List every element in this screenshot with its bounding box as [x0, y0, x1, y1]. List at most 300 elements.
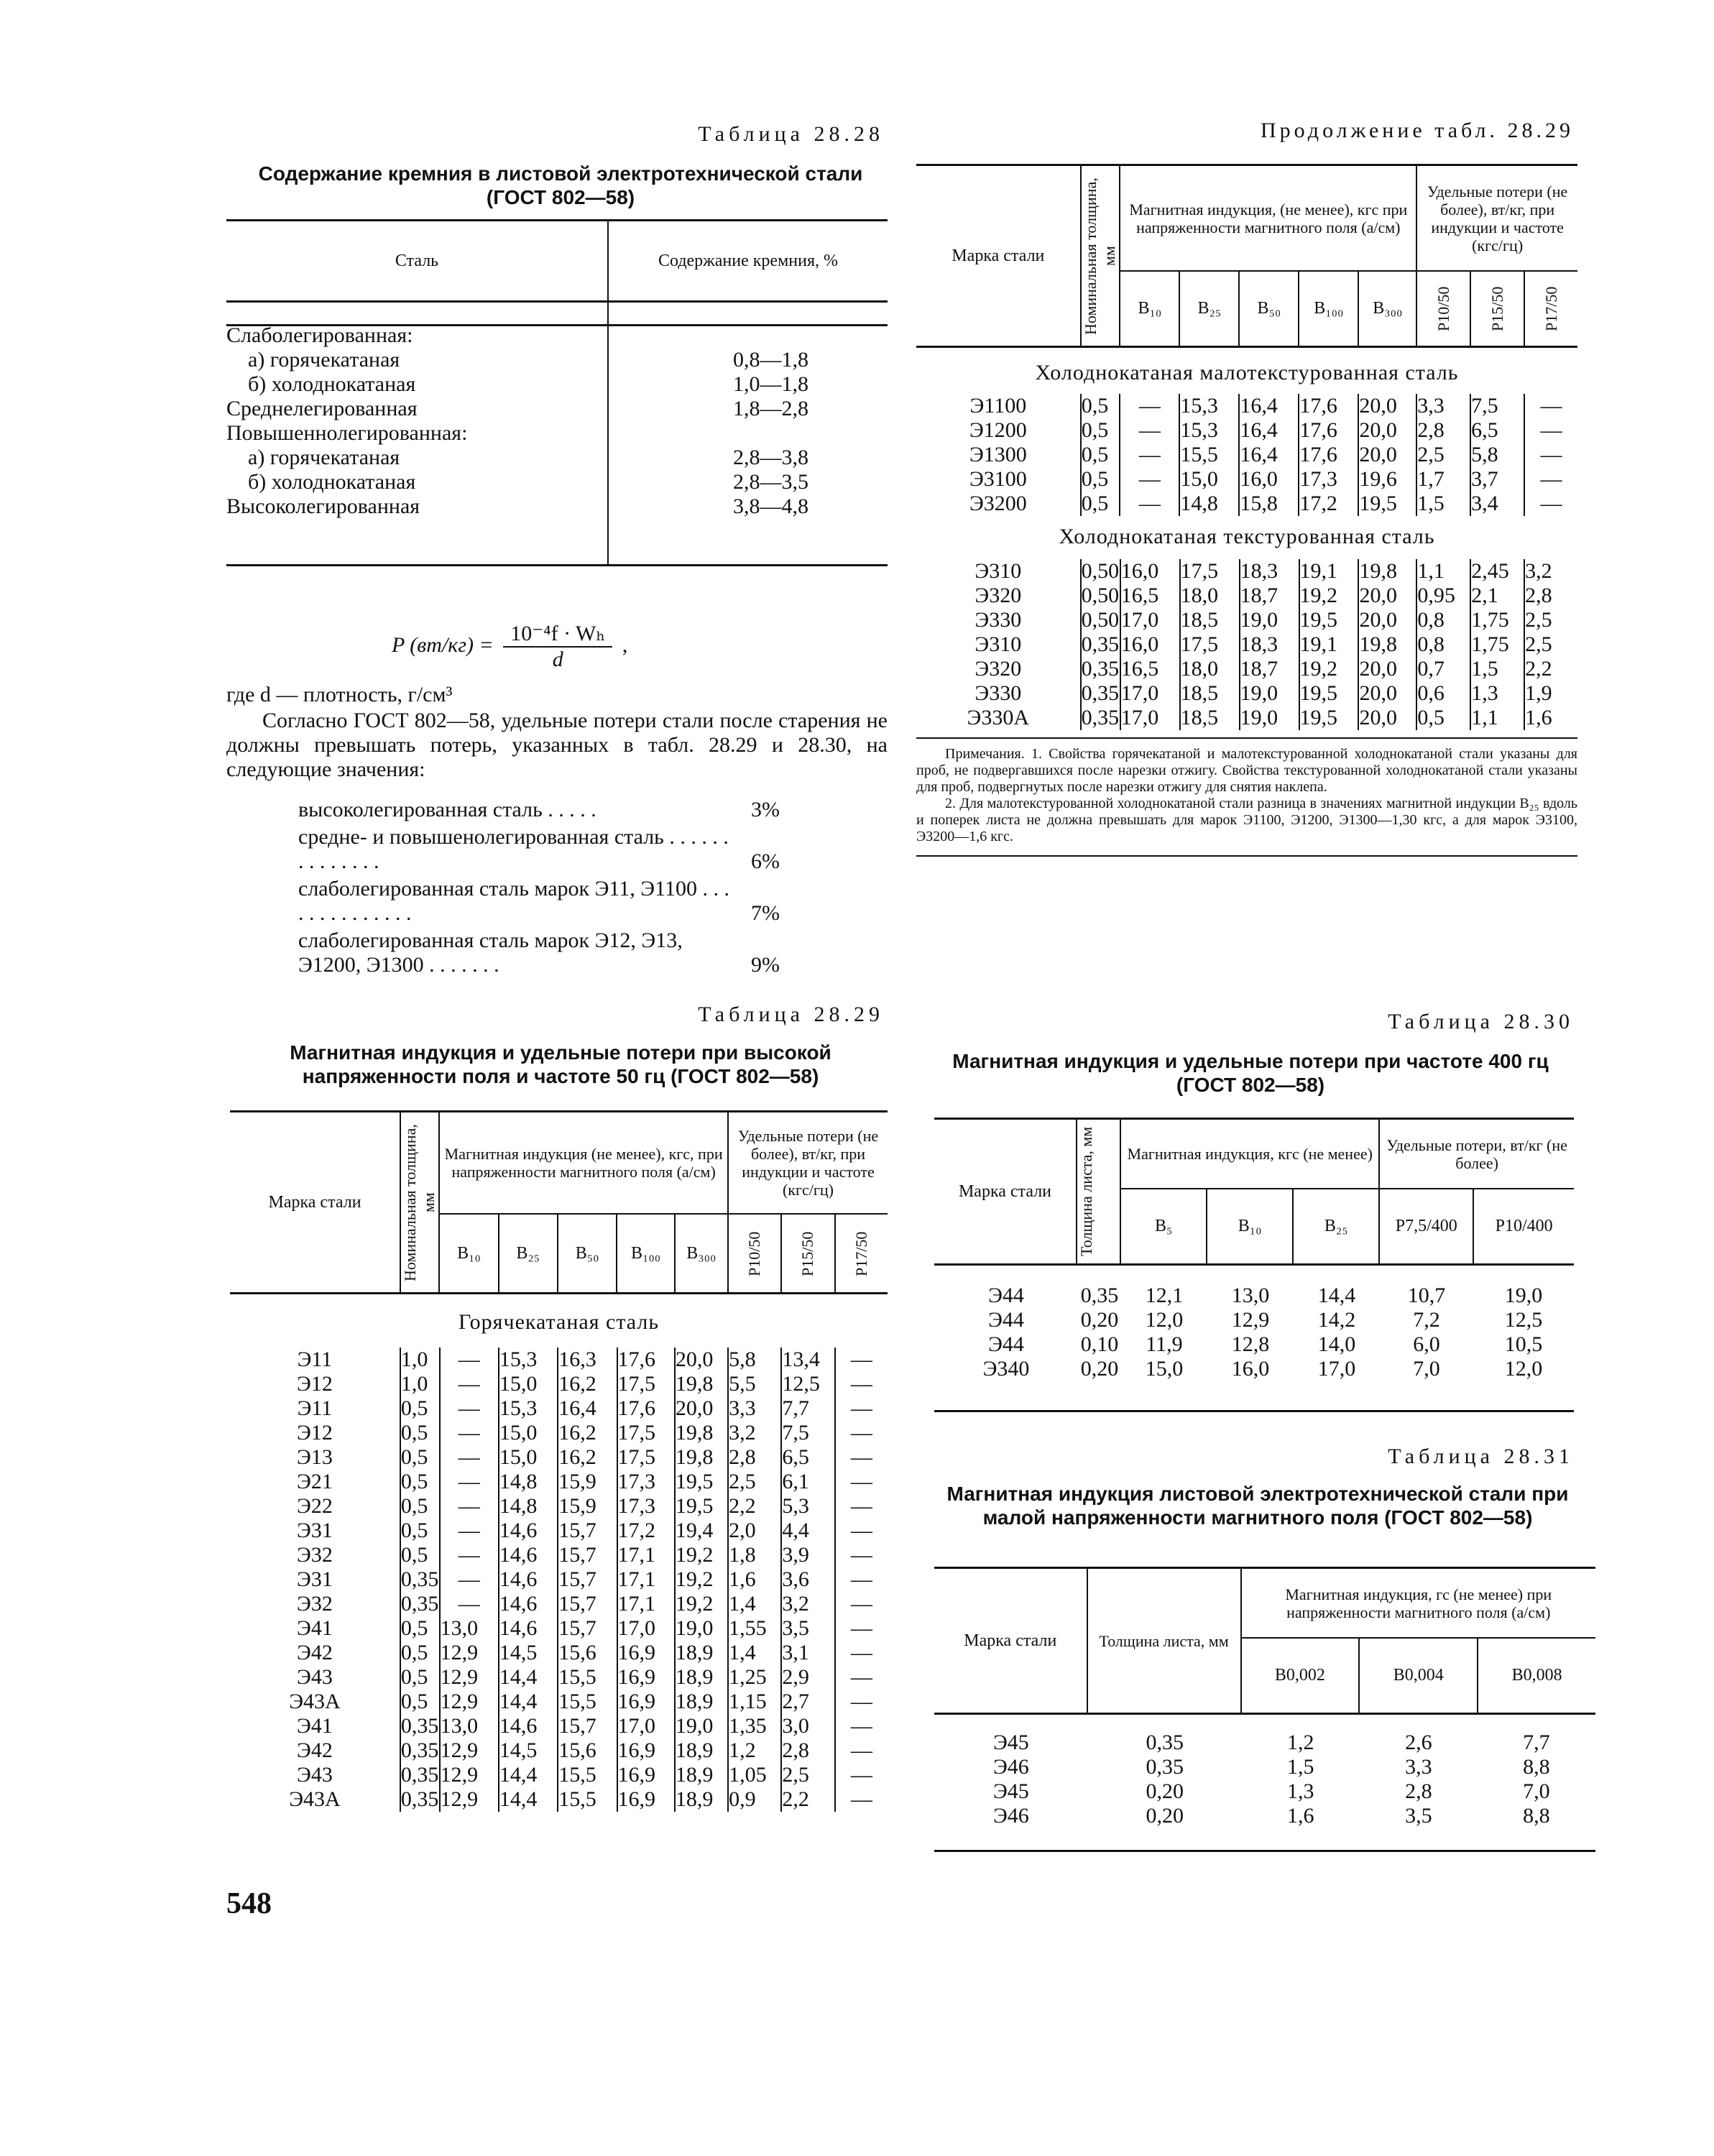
cell-value: 1,25	[728, 1665, 781, 1690]
cell-value: 3,0	[781, 1714, 834, 1738]
cell-value: 1,0	[400, 1348, 440, 1372]
steel-mark: Э1200	[969, 418, 1027, 442]
cell-value: 20,0	[1358, 584, 1416, 608]
sub-header-4: B₃₀₀	[1373, 299, 1403, 318]
col-header-losses: Удельные потери (не более), вт/кг, при индукции и частоте (кгс/гц)	[728, 1112, 888, 1215]
cell-value: 17,5	[1180, 559, 1240, 584]
cell-value: 19,8	[675, 1372, 728, 1396]
cell-value: 0,5	[400, 1445, 440, 1470]
table-row	[230, 1787, 888, 1812]
cell-value: 15,5	[558, 1690, 617, 1714]
table-row	[230, 1567, 888, 1592]
aging-item	[298, 929, 816, 977]
cell-value: 1,1	[1416, 559, 1470, 584]
cell-value: —	[1120, 394, 1179, 418]
cell-value: 15,3	[1179, 418, 1239, 443]
cell-value: 17,3	[617, 1470, 675, 1494]
table-row	[226, 470, 888, 494]
sub-header-3: P7,5/400	[1395, 1217, 1457, 1236]
cell-value: 0,5	[400, 1396, 440, 1421]
aging-item	[298, 825, 816, 874]
cell-value: 14,4	[499, 1787, 558, 1812]
cell-value: 20,0	[1358, 681, 1416, 706]
cell-value: 0,5	[400, 1616, 440, 1641]
cell-value: 15,5	[1179, 443, 1239, 467]
sub-header-5: P10/50	[745, 1230, 764, 1276]
cell-value: 0,5	[400, 1421, 440, 1445]
cell-value: 10,5	[1504, 1332, 1543, 1356]
cell-value: 2,6	[1405, 1731, 1432, 1754]
steel-name: Среднелегированная	[226, 397, 418, 420]
cell-value: 12,9	[440, 1690, 499, 1714]
cell-value: 2,5	[728, 1470, 781, 1494]
cell-value: 13,4	[781, 1348, 834, 1372]
cell-value: 14,2	[1317, 1308, 1356, 1332]
cell-value: 18,0	[1180, 584, 1240, 608]
cell-value: —	[1120, 443, 1179, 467]
cell-value: 0,35	[400, 1592, 439, 1616]
page-number: 548	[226, 1887, 272, 1920]
cell-value: 12,1	[1145, 1284, 1184, 1307]
table-28-29	[230, 1110, 888, 1812]
steel-name: а) горячекатаная	[248, 446, 400, 469]
formula-numerator: 10⁻⁴f · Wₕ	[503, 622, 612, 648]
cell-value: 2,7	[781, 1690, 834, 1714]
cell-value: 16,4	[1239, 418, 1299, 443]
cell-value: 7,5	[781, 1421, 834, 1445]
cell-value: 14,4	[1317, 1284, 1356, 1307]
table-28-29-title: Магнитная индукция и удельные потери при высокой напряженности поля и частоте 50 гц (ГОСТ 802—58)	[290, 1041, 831, 1087]
silicon-content: 3,8—4,8	[733, 494, 808, 518]
sub-header-0: B0,002	[1274, 1666, 1325, 1685]
table-row	[916, 681, 1577, 706]
table-row	[916, 632, 1577, 657]
cell-value: 16,0	[1120, 559, 1180, 584]
cell-value: 14,6	[499, 1714, 558, 1738]
table-row	[226, 323, 888, 348]
steel-mark: Э42	[297, 1641, 333, 1664]
sub-header-2: B₅₀	[575, 1243, 599, 1263]
cell-value: —	[835, 1372, 888, 1396]
cell-value: —	[835, 1641, 888, 1665]
cell-value: 7,2	[1413, 1308, 1440, 1332]
cell-value: 0,20	[1146, 1804, 1184, 1828]
cell-value: 17,3	[617, 1494, 675, 1519]
cell-value: 0,9	[728, 1787, 781, 1812]
cell-value: 0,35	[400, 1763, 439, 1787]
cell-value: 19,2	[675, 1567, 728, 1592]
cell-value: 12,9	[440, 1665, 499, 1690]
table-row	[230, 1641, 888, 1665]
steel-mark: Э310	[975, 559, 1022, 583]
cell-value: 0,5	[400, 1519, 440, 1543]
cell-value: 7,7	[781, 1396, 834, 1421]
cell-value: 18,5	[1180, 706, 1240, 730]
cell-value: 0,35	[1081, 657, 1120, 681]
note-1: Примечания. 1. Свойства горячекатаной и малотекстурованной холоднокатаной стали указаны для проб, не подвергавшихся после нарезки отжигу. Свойства текстурованной холоднокатаной стали указаны для проб, подвергнутых после нарезки отжигу для снятия наклепа.	[916, 746, 1577, 795]
cell-value: 19,4	[675, 1519, 728, 1543]
cell-value: 17,2	[1299, 492, 1358, 516]
cell-value: 16,9	[617, 1665, 675, 1690]
cell-value: —	[835, 1616, 888, 1641]
cell-value: 13,0	[1231, 1284, 1270, 1307]
aging-item-label: слаболегированная сталь марок Э11, Э1100 . . . . . . . . . . . . . .	[298, 877, 729, 925]
table-row	[226, 446, 888, 470]
sub-header-7: P17/50	[1542, 286, 1560, 331]
table-28-29-number: Таблица 28.29	[698, 1003, 884, 1026]
cell-value: 17,3	[1299, 467, 1358, 492]
silicon-content: 2,8—3,8	[733, 446, 808, 469]
cell-value: 3,3	[728, 1396, 781, 1421]
cell-value: 20,0	[1358, 418, 1416, 443]
cell-value: 1,05	[728, 1763, 781, 1787]
table-row	[230, 1665, 888, 1690]
cell-value: 16,5	[1120, 584, 1180, 608]
steel-mark: Э320	[975, 584, 1022, 607]
cell-value: —	[1524, 492, 1577, 516]
cell-value: 19,5	[675, 1494, 728, 1519]
table-row	[934, 1731, 1595, 1755]
cell-value: 15,5	[558, 1763, 617, 1787]
cell-value: 0,8	[1416, 608, 1470, 632]
cell-value: 19,5	[1358, 492, 1416, 516]
cell-value: 0,5	[400, 1641, 440, 1665]
table-row	[916, 559, 1577, 584]
table-28-30-number: Таблица 28.30	[1388, 1010, 1574, 1033]
steel-name: Слаболегированная:	[226, 323, 413, 347]
cell-value: 0,95	[1416, 584, 1470, 608]
cell-value: —	[1120, 467, 1179, 492]
cell-value: 1,6	[1286, 1804, 1314, 1828]
col-header-induction: Магнитная индукция (не менее), кгс, при напряженности магнитного поля (а/см)	[439, 1112, 728, 1215]
cell-value: 12,9	[1231, 1308, 1270, 1332]
col-header-silicon: Содержание кремния, %	[608, 221, 888, 302]
cell-value: 17,5	[617, 1372, 675, 1396]
table-row	[230, 1494, 888, 1519]
cell-value: 1,55	[728, 1616, 781, 1641]
aging-item	[298, 877, 816, 926]
table-row	[934, 1357, 1574, 1381]
cell-value: —	[440, 1348, 499, 1372]
steel-name: Высоколегированная	[226, 494, 420, 518]
cell-value: 1,3	[1286, 1779, 1314, 1803]
steel-mark: Э340	[982, 1357, 1030, 1381]
steel-name: б) холоднокатаная	[248, 372, 416, 396]
cell-value: —	[835, 1421, 888, 1445]
aging-item-value: 6%	[751, 849, 780, 873]
cell-value: 20,0	[675, 1396, 728, 1421]
cell-value: 16,2	[558, 1445, 617, 1470]
cell-value: —	[1524, 467, 1577, 492]
cell-value: 17,1	[617, 1592, 675, 1616]
cell-value: 10,7	[1407, 1284, 1446, 1307]
cell-value: —	[440, 1421, 499, 1445]
cell-value: 0,20	[1080, 1308, 1119, 1332]
silicon-content	[629, 323, 888, 348]
steel-mark: Э32	[297, 1543, 333, 1567]
cell-value: 17,1	[617, 1543, 675, 1567]
col-header-thickness-31: Толщина листа, мм	[1087, 1568, 1241, 1714]
silicon-content: 0,8—1,8	[733, 348, 808, 372]
cell-value: 19,5	[1299, 681, 1359, 706]
table-row	[934, 1332, 1574, 1357]
cell-value: 19,5	[1299, 608, 1359, 632]
cell-value: —	[440, 1592, 499, 1616]
cell-value: 2,8	[1416, 418, 1470, 443]
table-28-28-number: Таблица 28.28	[698, 122, 884, 146]
cell-value: 12,9	[440, 1641, 499, 1665]
cell-value: 17,0	[1120, 706, 1180, 730]
cell-value: 15,7	[558, 1616, 617, 1641]
cell-value: 17,0	[1317, 1357, 1356, 1381]
steel-mark: Э44	[988, 1308, 1024, 1332]
cell-value: 15,9	[558, 1470, 617, 1494]
cell-value: 1,1	[1470, 706, 1524, 730]
cell-value: 15,0	[499, 1372, 558, 1396]
cell-value: 1,4	[728, 1641, 781, 1665]
cell-value: 14,6	[499, 1616, 558, 1641]
cell-value: 0,50	[1081, 608, 1120, 632]
steel-mark: Э43	[297, 1665, 333, 1689]
cell-value: 18,9	[675, 1787, 728, 1812]
cell-value: 19,0	[1504, 1284, 1543, 1307]
col-header-losses-cont: Удельные потери (не более), вт/кг, при индукции и частоте (кгс/гц)	[1416, 165, 1577, 272]
col-header-induction-30: Магнитная индукция, кгс (не менее)	[1120, 1119, 1379, 1189]
cell-value: 6,1	[781, 1470, 834, 1494]
cell-value: 19,8	[1358, 559, 1416, 584]
cell-value: 0,35	[400, 1738, 439, 1762]
cell-value: 18,5	[1180, 681, 1240, 706]
steel-mark: Э43	[297, 1763, 333, 1787]
cell-value: 20,0	[1358, 443, 1416, 467]
cell-value: 0,50	[1081, 559, 1120, 583]
sub-header-0: B₁₀	[1138, 299, 1162, 318]
cell-value: —	[835, 1543, 888, 1567]
cell-value: 0,5	[400, 1470, 440, 1494]
table-28-31	[934, 1567, 1595, 1852]
cell-value: 18,3	[1240, 559, 1299, 584]
table-row	[226, 421, 888, 446]
cell-value: 6,5	[781, 1445, 834, 1470]
table-28-29-continuation: Продолжение табл. 28.29	[1261, 119, 1574, 142]
cell-value: 16,4	[1239, 443, 1299, 467]
cell-value: 1,5	[1286, 1755, 1314, 1779]
cell-value: 2,8	[1405, 1779, 1432, 1803]
cell-value: —	[1120, 418, 1179, 443]
cell-value: 0,5	[400, 1543, 440, 1567]
steel-mark: Э12	[297, 1421, 333, 1445]
table-row	[226, 494, 888, 519]
silicon-content: 1,0—1,8	[733, 372, 808, 396]
cell-value: 0,5	[400, 1494, 440, 1519]
silicon-content	[629, 421, 888, 446]
cell-value: 17,1	[617, 1567, 675, 1592]
cell-value: 18,5	[1180, 608, 1240, 632]
cell-value: 2,5	[1524, 632, 1577, 657]
cell-value: 16,9	[617, 1763, 675, 1787]
col-header-thickness: Номинальная толщина, мм	[401, 1123, 438, 1281]
table-row	[230, 1738, 888, 1763]
formula-lhs: P (вт/кг) =	[392, 632, 494, 657]
sub-header-0: B₅	[1154, 1217, 1173, 1236]
cell-value: —	[835, 1567, 888, 1592]
table-28-29-cont	[916, 164, 1577, 857]
cell-value: —	[835, 1445, 888, 1470]
table-28-28-divider	[607, 305, 609, 564]
cell-value: 19,5	[1299, 706, 1359, 730]
cell-value: —	[835, 1763, 888, 1787]
cell-value: —	[1524, 418, 1577, 443]
cell-value: —	[835, 1738, 888, 1763]
cell-value: 19,0	[675, 1616, 728, 1641]
cell-value: 2,5	[1416, 443, 1470, 467]
cell-value: 5,8	[728, 1348, 781, 1372]
aging-item	[298, 798, 816, 822]
steel-mark: Э22	[297, 1494, 333, 1518]
cell-value: 6,0	[1413, 1332, 1440, 1356]
cell-value: 15,7	[558, 1543, 617, 1567]
cell-value: 3,1	[781, 1641, 834, 1665]
cell-value: 19,0	[675, 1714, 728, 1738]
cell-value: 15,3	[499, 1396, 558, 1421]
cell-value: 2,2	[1524, 657, 1577, 681]
cell-value: 16,4	[1239, 394, 1299, 418]
cell-value: 0,35	[400, 1714, 439, 1738]
cell-value: 19,1	[1299, 559, 1359, 584]
cell-value: —	[835, 1519, 888, 1543]
cell-value: 17,5	[1180, 632, 1240, 657]
cell-value: 0,20	[1146, 1779, 1184, 1803]
sub-header-3: B₁₀₀	[630, 1243, 661, 1263]
cell-value: 0,35	[1081, 706, 1120, 729]
cell-value: 19,0	[1240, 681, 1299, 706]
cell-value: 13,0	[440, 1714, 499, 1738]
cell-value: —	[835, 1348, 888, 1372]
table-28-28-body	[226, 323, 888, 519]
aging-item-label: средне- и повышенолегированная сталь . . . . . . . . . . . . . .	[298, 825, 729, 873]
cell-value: —	[440, 1519, 499, 1543]
cell-value: 17,6	[1299, 443, 1358, 467]
aging-item-label: слаболегированная сталь марок Э12, Э13, Э1200, Э1300 . . . . . . .	[298, 929, 683, 977]
cell-value: 16,2	[558, 1421, 617, 1445]
aging-item-value: 9%	[751, 953, 780, 977]
cell-value: 8,8	[1523, 1804, 1550, 1828]
table-row	[934, 1779, 1595, 1804]
cell-value: 3,2	[781, 1592, 834, 1616]
cell-value: 0,10	[1080, 1332, 1119, 1356]
cell-value: 15,0	[499, 1421, 558, 1445]
sub-header-1: B₂₅	[1197, 299, 1222, 318]
steel-mark: Э45	[993, 1779, 1029, 1803]
cell-value: 15,0	[1145, 1357, 1184, 1381]
formula	[392, 622, 751, 672]
cell-value: —	[835, 1714, 888, 1738]
cell-value: 7,0	[1523, 1779, 1550, 1803]
cell-value: 12,9	[440, 1738, 499, 1763]
table-row	[230, 1690, 888, 1714]
steel-mark: Э13	[297, 1445, 333, 1469]
cell-value: 18,9	[675, 1690, 728, 1714]
cell-value: 12,5	[781, 1372, 834, 1396]
cell-value: 1,9	[1524, 681, 1577, 706]
steel-mark: Э330	[975, 608, 1022, 632]
cell-value: 11,9	[1146, 1332, 1183, 1356]
cell-value: 19,8	[675, 1445, 728, 1470]
steel-mark: Э43А	[289, 1690, 341, 1713]
cell-value: 1,35	[728, 1714, 781, 1738]
cell-value: 17,0	[1120, 681, 1180, 706]
cell-value: 2,1	[1470, 584, 1524, 608]
cell-value: 14,0	[1317, 1332, 1356, 1356]
cell-value: 0,35	[1146, 1755, 1184, 1779]
table-row	[230, 1763, 888, 1787]
cell-value: —	[835, 1470, 888, 1494]
steel-mark: Э44	[988, 1284, 1024, 1307]
cell-value: 20,0	[1358, 608, 1416, 632]
cell-value: 15,3	[499, 1348, 558, 1372]
aging-item-value: 3%	[751, 798, 780, 821]
cell-value: 12,8	[1231, 1332, 1270, 1356]
steel-mark: Э11	[297, 1396, 333, 1420]
cell-value: 0,7	[1416, 657, 1470, 681]
cell-value: 19,0	[1240, 608, 1299, 632]
cell-value: 14,6	[499, 1592, 558, 1616]
sub-header-1: B₂₅	[516, 1243, 540, 1263]
cell-value: 12,0	[1145, 1308, 1184, 1332]
section-cold-low-texture: Холоднокатаная малотекстурованная сталь	[1035, 361, 1459, 384]
table-row	[916, 418, 1577, 443]
cell-value: 6,5	[1470, 418, 1524, 443]
cell-value: 17,6	[617, 1348, 675, 1372]
sub-header-5: P10/50	[1434, 286, 1452, 331]
sub-header-3: B₁₀₀	[1314, 299, 1344, 318]
cell-value: 19,0	[1240, 706, 1299, 730]
formula-tail: ,	[622, 632, 628, 657]
cell-value: —	[1524, 394, 1577, 418]
steel-mark: Э1300	[969, 443, 1027, 466]
col-header-steel: Сталь	[226, 221, 608, 302]
cell-value: 17,0	[1120, 608, 1180, 632]
table-row	[226, 397, 888, 421]
cell-value: —	[835, 1787, 888, 1812]
steel-mark: Э43А	[289, 1787, 341, 1811]
cell-value: 0,35	[1081, 632, 1120, 656]
cell-value: 7,5	[1470, 394, 1524, 418]
cell-value: —	[1120, 492, 1179, 516]
table-row	[230, 1592, 888, 1616]
steel-mark: Э12	[297, 1372, 333, 1396]
cell-value: —	[440, 1470, 499, 1494]
table-row	[230, 1714, 888, 1738]
table-28-28	[226, 219, 888, 326]
cell-value: 19,2	[1299, 657, 1359, 681]
table-28-28-title: Содержание кремния в листовой электротехнической стали (ГОСТ 802—58)	[258, 162, 863, 208]
table-row	[230, 1396, 888, 1421]
cell-value: 19,2	[1299, 584, 1359, 608]
cell-value: 20,0	[675, 1348, 728, 1372]
table-row	[916, 394, 1577, 418]
cell-value: 14,4	[499, 1690, 558, 1714]
cell-value: 18,7	[1240, 584, 1299, 608]
cell-value: 0,35	[1080, 1284, 1119, 1307]
cell-value: 0,5	[1081, 492, 1120, 516]
cell-value: 0,20	[1080, 1357, 1119, 1381]
cell-value: —	[440, 1494, 499, 1519]
table-row	[230, 1519, 888, 1543]
table-row	[230, 1372, 888, 1396]
cell-value: 0,5	[1081, 467, 1120, 492]
steel-mark: Э330А	[967, 706, 1030, 729]
